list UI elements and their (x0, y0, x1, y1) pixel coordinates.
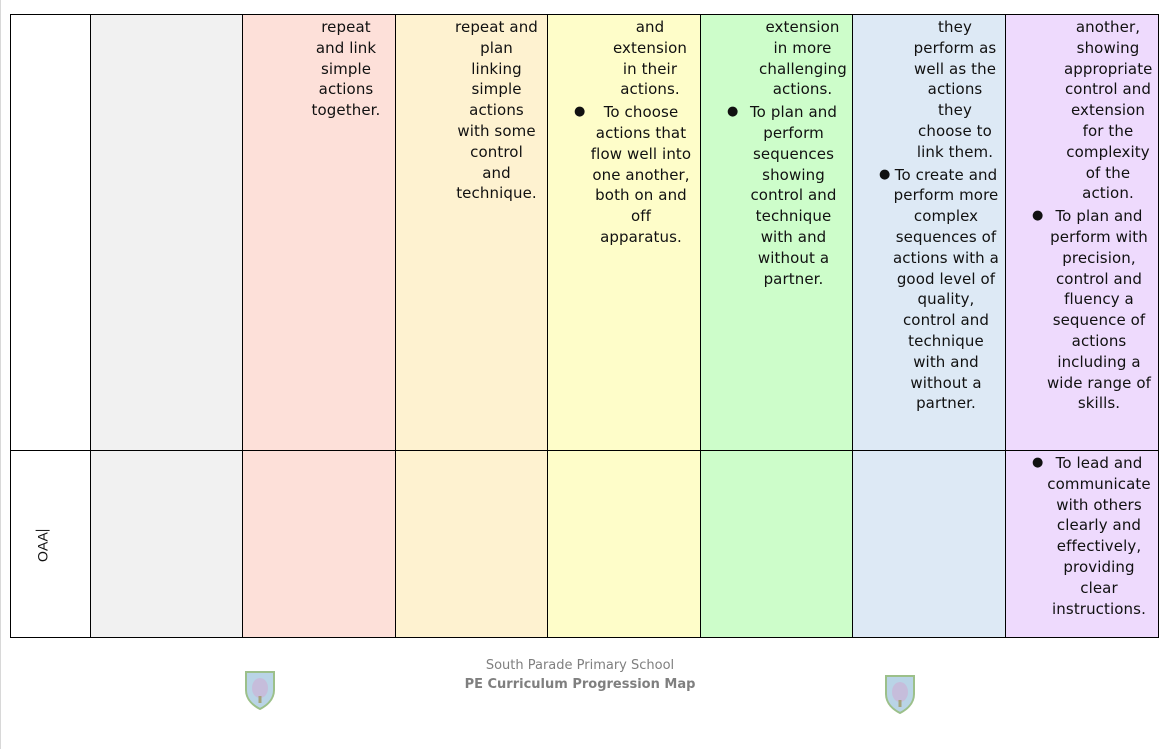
bullet-icon: ● (879, 166, 891, 182)
text-cursor (36, 530, 50, 531)
bullet-icon: ● (574, 104, 586, 120)
cell-text: repeat and plan linking simple actions with some control and technique. (455, 18, 538, 203)
cell-col4 (548, 451, 701, 638)
page-footer (380, 656, 780, 694)
list-item: ● To create and perform more complex sequences of actions with a good level of quality, control and technique with and without a partner. (879, 165, 999, 413)
cell-col6 (853, 15, 1006, 451)
cell-text: extension in more challenging actions. (759, 18, 847, 99)
cell-col7 (1006, 15, 1159, 451)
bullet-icon: ● (727, 104, 739, 120)
row-label-cell (11, 15, 91, 451)
bullet-list (859, 165, 999, 415)
list-item: ● To lead and communicate with others clearly and effectively, providing clear instructions. (1032, 454, 1151, 618)
school-crest-icon (244, 670, 276, 710)
row-label-cell-oaa (11, 451, 91, 638)
cell-col6 (853, 451, 1006, 638)
footer-document-title: PE Curriculum Progression Map (464, 677, 696, 692)
list-item: ● To choose actions that flow well into one another, both on and off apparatus. (574, 103, 692, 246)
table-row-oaa (11, 451, 1159, 638)
school-crest-icon (884, 674, 916, 714)
bullet-icon: ● (1032, 455, 1044, 470)
cell-col3 (396, 15, 548, 451)
cell-text: another, showing appropriate control and extension for the complexity of the action. (1064, 18, 1153, 203)
list-item: ● To plan and perform sequences showing control and technique with and without a partner. (727, 103, 838, 288)
row-label-oaa: OAA (34, 532, 51, 562)
cell-col3 (396, 451, 548, 638)
progression-table (10, 14, 1159, 638)
bullet-list (1012, 453, 1152, 619)
cell-text: they perform as well as the actions they choose to link them. (913, 18, 997, 161)
cell-col4 (548, 15, 701, 451)
list-item: ● To plan and perform with precision, control and fluency a sequence of actions including a wide range of skills. (1032, 207, 1152, 413)
bullet-list (1012, 206, 1152, 414)
bullet-icon: ● (1032, 208, 1044, 224)
cell-text: and extension in their actions. (612, 18, 688, 99)
cell-col1 (91, 451, 243, 638)
cell-col5 (701, 451, 853, 638)
cell-col7 (1006, 451, 1159, 638)
cell-col2 (243, 451, 396, 638)
bullet-list (707, 102, 846, 289)
cell-col1 (91, 15, 243, 451)
bullet-list (554, 102, 694, 248)
footer-school-name: South Parade Primary School (485, 658, 675, 673)
page-edge (0, 0, 1, 749)
table-row-gymnastics-continued (11, 15, 1159, 451)
cell-col5 (701, 15, 853, 451)
cell-text: repeat and link simple actions together. (311, 18, 381, 120)
cell-col2 (243, 15, 396, 451)
